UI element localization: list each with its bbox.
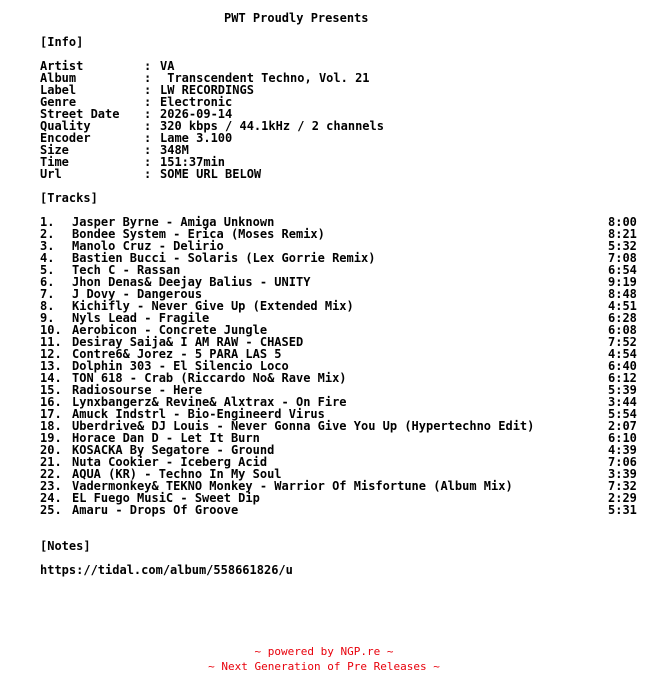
track-title: Kichifly - Never Give Up (Extended Mix) xyxy=(72,299,354,313)
notes-url: https://tidal.com/album/558661826/u xyxy=(40,563,293,577)
track-duration: 6:40 xyxy=(608,359,637,373)
track-title: Nuta Cookier - Iceberg Acid xyxy=(72,455,268,469)
info-separator: : xyxy=(144,95,152,109)
track-title: Bondee System - Erica (Moses Remix) xyxy=(72,227,325,241)
info-row xyxy=(0,84,648,96)
info-value: LW RECORDINGS xyxy=(160,83,254,97)
info-value: Transcendent Techno, Vol. 21 xyxy=(160,71,370,85)
track-duration: 2:29 xyxy=(608,491,637,505)
track-title: Tech C - Rassan xyxy=(72,263,181,277)
track-number: 14. xyxy=(40,371,62,385)
info-key: Size xyxy=(40,143,69,157)
track-number: 24. xyxy=(40,491,62,505)
track-duration: 3:39 xyxy=(608,467,637,481)
track-duration: 7:08 xyxy=(608,251,637,265)
track-title: EL Fuego MusiC - Sweet Dip xyxy=(72,491,260,505)
info-key: Label xyxy=(40,83,77,97)
track-number: 1. xyxy=(40,215,55,229)
track-duration: 7:32 xyxy=(608,479,637,493)
page-title: PWT Proudly Presents xyxy=(224,11,369,25)
track-number: 20. xyxy=(40,443,62,457)
track-duration: 8:48 xyxy=(608,287,637,301)
track-duration: 5:54 xyxy=(608,407,637,421)
track-duration: 6:12 xyxy=(608,371,637,385)
track-title: Aerobicon - Concrete Jungle xyxy=(72,323,268,337)
info-separator: : xyxy=(144,119,152,133)
info-key: Time xyxy=(40,155,69,169)
track-number: 2. xyxy=(40,227,55,241)
track-title: TON 618 - Crab (Riccardo No& Rave Mix) xyxy=(72,371,347,385)
info-row xyxy=(0,168,648,180)
track-title: Bastien Bucci - Solaris (Lex Gorrie Remix) xyxy=(72,251,376,265)
track-title: Vadermonkey& TEKNO Monkey - Warrior Of Misfortune (Album Mix) xyxy=(72,479,513,493)
track-number: 22. xyxy=(40,467,62,481)
track-title: Nyls Lead - Fragile xyxy=(72,311,210,325)
info-row xyxy=(0,132,648,144)
track-duration: 9:19 xyxy=(608,275,637,289)
footer-powered-by: ~ powered by NGP.re ~ xyxy=(254,645,394,658)
info-value: SOME URL BELOW xyxy=(160,167,262,181)
track-number: 4. xyxy=(40,251,55,265)
track-duration: 5:31 xyxy=(608,503,637,517)
info-key: Street Date xyxy=(40,107,120,121)
track-duration: 7:06 xyxy=(608,455,637,469)
info-key: Url xyxy=(40,167,62,181)
track-title: J Dovy - Dangerous xyxy=(72,287,203,301)
track-title: KOSACKA By Segatore - Ground xyxy=(72,443,275,457)
track-number: 18. xyxy=(40,419,62,433)
track-row xyxy=(0,504,648,516)
info-row xyxy=(0,72,648,84)
info-value: 2026-09-14 xyxy=(160,107,233,121)
info-separator: : xyxy=(144,107,152,121)
track-number: 10. xyxy=(40,323,62,337)
track-number: 17. xyxy=(40,407,62,421)
track-title: Lynxbangerz& Revine& Alxtrax - On Fire xyxy=(72,395,347,409)
track-number: 9. xyxy=(40,311,55,325)
track-number: 5. xyxy=(40,263,55,277)
info-value: 348M xyxy=(160,143,189,157)
info-heading: [Info] xyxy=(40,35,84,49)
tracks-heading: [Tracks] xyxy=(40,191,98,205)
track-duration: 3:44 xyxy=(608,395,637,409)
info-value: Electronic xyxy=(160,95,233,109)
track-number: 6. xyxy=(40,275,55,289)
info-value: 320 kbps / 44.1kHz / 2 channels xyxy=(160,119,384,133)
track-title: Dolphin 303 - El Silencio Loco xyxy=(72,359,289,373)
track-number: 3. xyxy=(40,239,55,253)
track-title: Contre6& Jorez - 5 PARA LAS 5 xyxy=(72,347,282,361)
info-key: Artist xyxy=(40,59,84,73)
info-value: VA xyxy=(160,59,175,73)
track-title: Manolo Cruz - Delirio xyxy=(72,239,224,253)
track-title: AQUA (KR) - Techno In My Soul xyxy=(72,467,282,481)
info-separator: : xyxy=(144,155,152,169)
track-number: 25. xyxy=(40,503,62,517)
track-duration: 8:00 xyxy=(608,215,637,229)
info-key: Encoder xyxy=(40,131,91,145)
info-value: Lame 3.100 xyxy=(160,131,233,145)
track-title: Desiray Saija& I AM RAW - CHASED xyxy=(72,335,304,349)
track-number: 13. xyxy=(40,359,62,373)
info-separator: : xyxy=(144,71,152,85)
track-title: Horace Dan D - Let It Burn xyxy=(72,431,260,445)
track-number: 15. xyxy=(40,383,62,397)
info-row xyxy=(0,120,648,132)
track-duration: 4:51 xyxy=(608,299,637,313)
track-number: 19. xyxy=(40,431,62,445)
track-title: Amaru - Drops Of Groove xyxy=(72,503,239,517)
track-number: 21. xyxy=(40,455,62,469)
track-number: 23. xyxy=(40,479,62,493)
info-key: Genre xyxy=(40,95,77,109)
track-title: Uberdrive& DJ Louis - Never Gonna Give You Up (Hypertechno Edit) xyxy=(72,419,535,433)
track-number: 7. xyxy=(40,287,55,301)
track-duration: 2:07 xyxy=(608,419,637,433)
track-title: Jhon Denas& Deejay Balius - UNITY xyxy=(72,275,311,289)
track-duration: 6:28 xyxy=(608,311,637,325)
info-separator: : xyxy=(144,143,152,157)
track-title: Amuck Indstrl - Bio-Engineerd Virus xyxy=(72,407,325,421)
track-duration: 6:08 xyxy=(608,323,637,337)
track-duration: 5:32 xyxy=(608,239,637,253)
info-separator: : xyxy=(144,83,152,97)
track-title: Radiosourse - Here xyxy=(72,383,203,397)
track-number: 12. xyxy=(40,347,62,361)
info-separator: : xyxy=(144,167,152,181)
info-separator: : xyxy=(144,59,152,73)
track-duration: 7:52 xyxy=(608,335,637,349)
track-duration: 4:54 xyxy=(608,347,637,361)
info-row xyxy=(0,156,648,168)
footer-tagline: ~ Next Generation of Pre Releases ~ xyxy=(208,660,440,673)
track-duration: 4:39 xyxy=(608,443,637,457)
track-title: Jasper Byrne - Amiga Unknown xyxy=(72,215,275,229)
info-key: Quality xyxy=(40,119,91,133)
track-duration: 6:10 xyxy=(608,431,637,445)
track-duration: 5:39 xyxy=(608,383,637,397)
notes-heading: [Notes] xyxy=(40,539,91,553)
info-row xyxy=(0,144,648,156)
info-key: Album xyxy=(40,71,77,85)
track-duration: 6:54 xyxy=(608,263,637,277)
info-value: 151:37min xyxy=(160,155,226,169)
track-number: 8. xyxy=(40,299,55,313)
track-number: 16. xyxy=(40,395,62,409)
track-duration: 8:21 xyxy=(608,227,637,241)
track-number: 11. xyxy=(40,335,62,349)
info-separator: : xyxy=(144,131,152,145)
